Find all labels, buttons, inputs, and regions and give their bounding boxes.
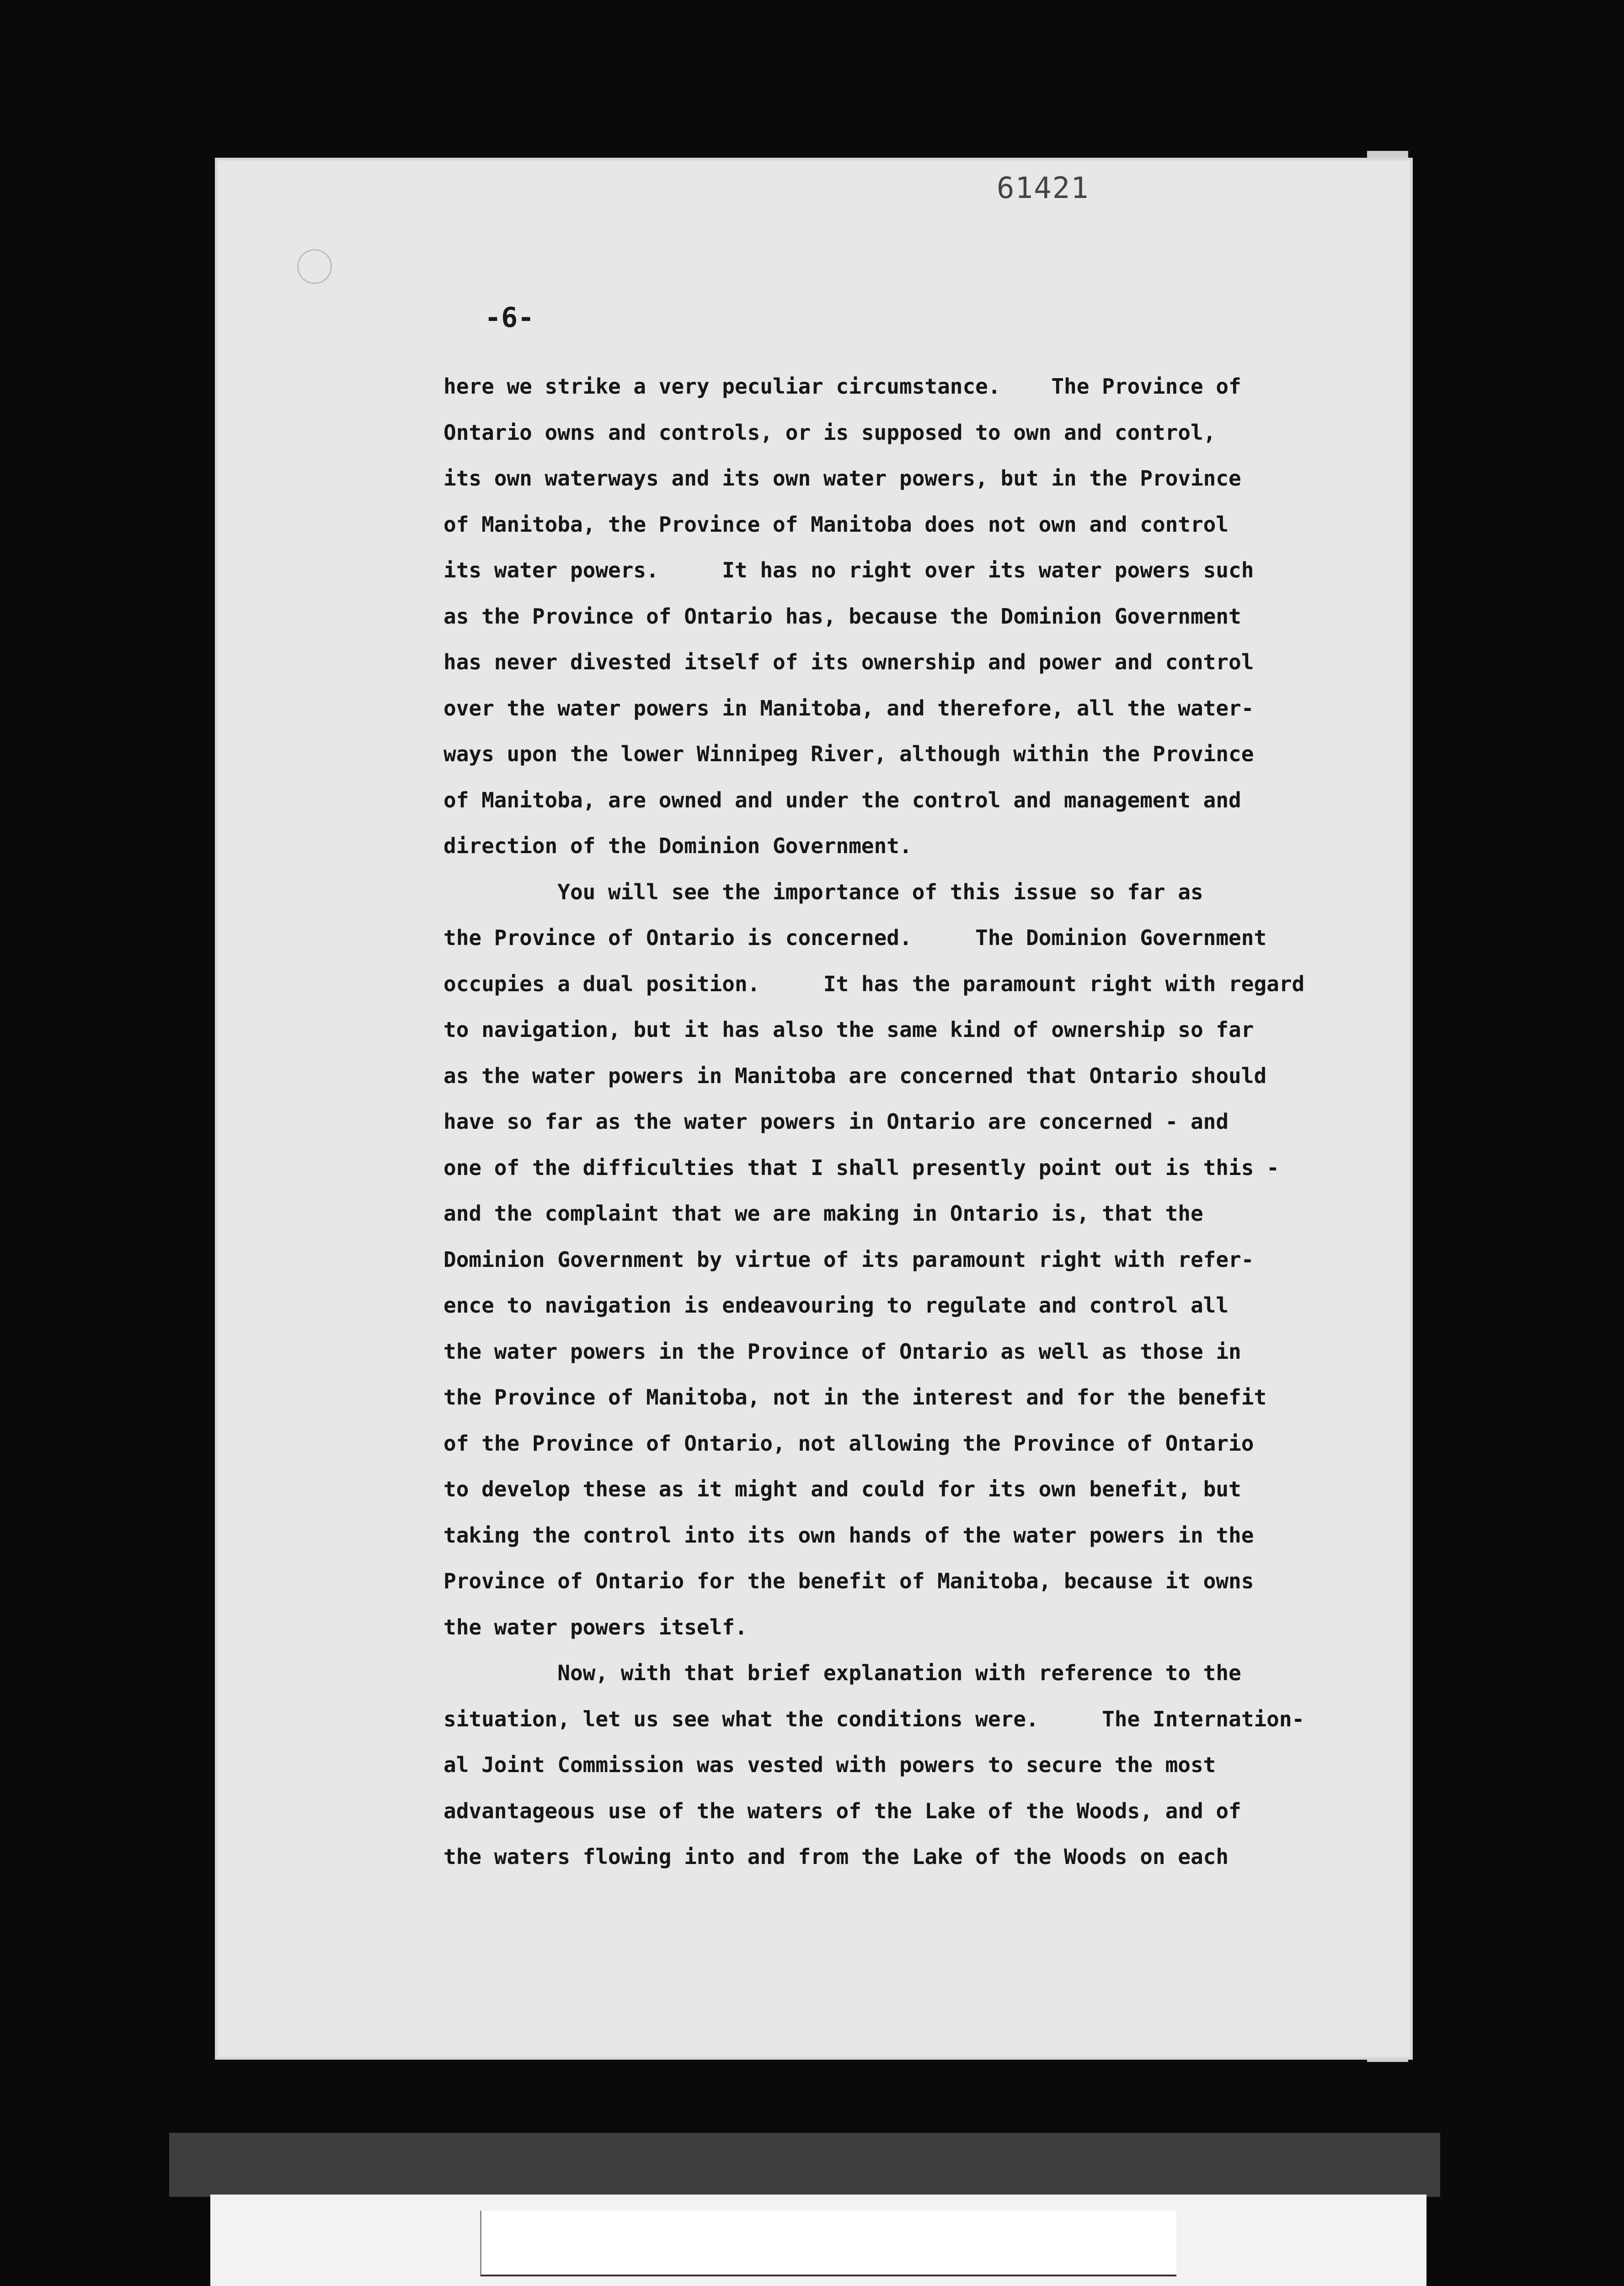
text-line: taking the control into its own hands of the water powers in the [443,1522,1254,1548]
text-line: one of the difficulties that I shall presently point out is this - [443,1155,1279,1180]
text-line: have so far as the water powers in Ontario are concerned - and [443,1109,1229,1134]
text-line: You will see the importance of this issue so far as [443,879,1203,904]
text-line: of Manitoba, are owned and under the control and management and [443,787,1241,812]
text-line: the waters flowing into and from the Lake of the Woods on each [443,1844,1229,1869]
text-line: the water powers in the Province of Ontario as well as those in [443,1339,1241,1364]
text-line: of the Province of Ontario, not allowing the Province of Ontario [443,1431,1254,1456]
text-line: Now, with that brief explanation with reference to the [443,1661,1241,1685]
text-line: its own waterways and its own water powers, but in the Province [443,466,1241,491]
text-line: to navigation, but it has also the same kind of ownership so far [443,1017,1254,1042]
text-line: Province of Ontario for the benefit of Manitoba, because it owns [443,1569,1254,1593]
text-line: of Manitoba, the Province of Manitoba does not own and control [443,512,1229,537]
text-line: occupies a dual position. It has the paramount right with regard [443,971,1305,996]
punch-hole-mark [297,249,332,284]
text-line: direction of the Dominion Government. [443,833,912,858]
text-line: the Province of Manitoba, not in the interest and for the benefit [443,1385,1267,1410]
text-line: to develop these as it might and could for its own benefit, but [443,1477,1241,1501]
text-line: the water powers itself. [443,1614,748,1640]
collection-label-box [480,2211,1176,2276]
text-line: here we strike a very peculiar circumstance. The Province of [443,374,1241,399]
document-number: 61421 [997,171,1090,205]
text-line: Dominion Government by virtue of its paramount right with refer- [443,1247,1254,1272]
text-line: its water powers. It has no right over its water powers such [443,558,1254,582]
text-line: the Province of Ontario is concerned. The Dominion Government [443,925,1267,950]
page-number: -6- [485,302,534,334]
body-text [443,363,1340,1880]
text-line: advantageous use of the waters of the Lake of the Woods, and of [443,1798,1241,1823]
text-line: as the Province of Ontario has, because the Dominion Government [443,604,1241,629]
text-line: ways upon the lower Winnipeg River, although within the Province [443,742,1254,766]
text-line: Ontario owns and controls, or is supposed to own and control, [443,420,1216,445]
label-shadow [169,2133,1440,2197]
text-line: situation, let us see what the conditions were. The Internation- [443,1706,1305,1731]
text-line: as the water powers in Manitoba are concerned that Ontario should [443,1063,1267,1088]
text-line: al Joint Commission was vested with powers to secure the most [443,1752,1216,1777]
text-line: and the complaint that we are making in Ontario is, that the [443,1201,1203,1226]
text-line: ence to navigation is endeavouring to regulate and control all [443,1293,1229,1318]
text-line: over the water powers in Manitoba, and therefore, all the water- [443,695,1254,721]
text-line: has never divested itself of its ownership and power and control [443,650,1254,674]
